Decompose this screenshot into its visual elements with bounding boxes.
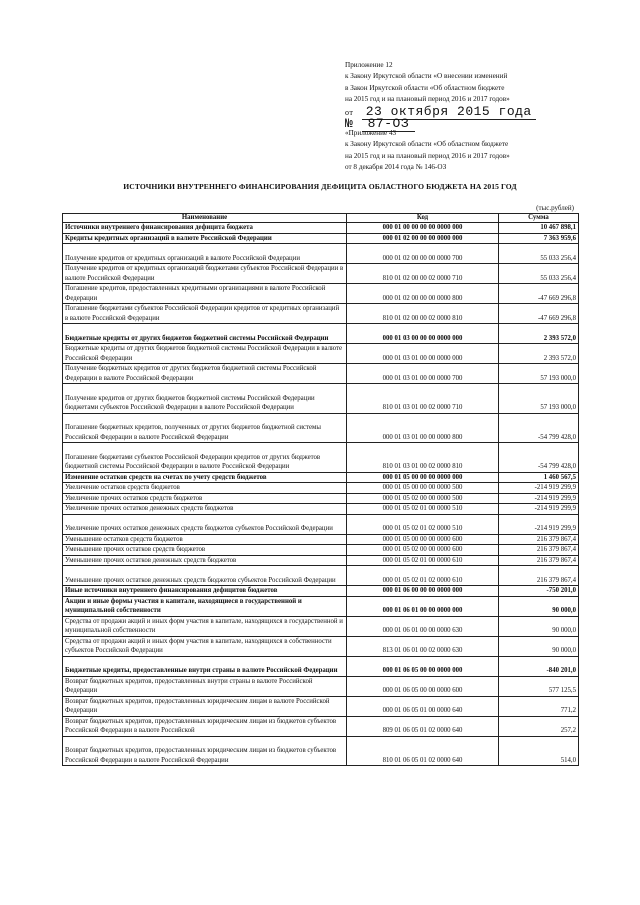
cell-sum: 216 379 867,4 [499, 545, 579, 556]
cell-code: 809 01 06 05 01 02 0000 640 [347, 716, 499, 736]
table-row [63, 304, 579, 324]
table-row [63, 676, 579, 696]
cell-sum: -54 799 428,0 [499, 413, 579, 443]
cell-code: 813 01 06 01 00 02 0000 630 [347, 636, 499, 656]
cell-sum: 10 467 898,1 [499, 223, 579, 234]
table-row [63, 443, 579, 473]
cell-code: 000 01 00 00 00 00 0000 000 [347, 223, 499, 234]
cell-name: Получение бюджетных кредитов от других бюджетов бюджетной системы Российской Федерации в валюте Российской Федерации [63, 364, 347, 384]
table-body [63, 223, 579, 766]
cell-sum: 57 193 000,0 [499, 384, 579, 414]
cell-name: Погашение бюджетных кредитов, полученных от других бюджетов бюджетной системы Российской Федерации в валюте Российской Федерации [63, 413, 347, 443]
cell-name: Уменьшение прочих остатков денежных средств бюджетов [63, 555, 347, 566]
units-label: (тыс.рублей) [536, 204, 574, 212]
cell-code: 000 01 05 02 00 00 0000 600 [347, 545, 499, 556]
cell-sum: -214 919 299,9 [499, 493, 579, 504]
date-prefix: от [345, 108, 354, 117]
cell-code: 810 01 03 01 00 02 0000 710 [347, 384, 499, 414]
appendix-header-previous [345, 128, 585, 174]
cell-name: Кредиты кредитных организаций в валюте Российской Федерации [63, 233, 347, 244]
number-prefix: № [345, 116, 354, 131]
cell-code: 810 01 02 00 00 02 0000 710 [347, 264, 499, 284]
cell-code: 000 01 02 00 00 00 0000 000 [347, 233, 499, 244]
cell-name: Средства от продажи акций и иных форм участия в капитале, находящихся в собственности субъектов Российской Федерации [63, 636, 347, 656]
cell-name: Уменьшение остатков средств бюджетов [63, 534, 347, 545]
table-row [63, 545, 579, 556]
cell-name: Увеличение остатков средств бюджетов [63, 483, 347, 494]
cell-sum: 216 379 867,4 [499, 566, 579, 586]
cell-name: Увеличение прочих остатков денежных средств бюджетов [63, 504, 347, 515]
cell-sum: 90 000,0 [499, 596, 579, 616]
table-row [63, 384, 579, 414]
cell-name: Возврат бюджетных кредитов, предоставленных внутри страны в валюте Российской Федерации [63, 676, 347, 696]
table-row [63, 244, 579, 264]
table-row [63, 636, 579, 656]
cell-name: Возврат бюджетных кредитов, предоставленных юридическим лицам из бюджетов субъектов Российской Федерации в валюте Российской Федерации [63, 736, 347, 766]
cell-code: 000 01 06 05 00 00 0000 600 [347, 676, 499, 696]
cell-name: Увеличение прочих остатков средств бюджетов [63, 493, 347, 504]
table-row [63, 413, 579, 443]
cell-sum: -840 201,0 [499, 656, 579, 676]
cell-code: 000 01 02 00 00 00 0000 800 [347, 284, 499, 304]
cell-sum: 55 033 256,4 [499, 244, 579, 264]
table-row [63, 555, 579, 566]
cell-sum: 1 460 567,5 [499, 472, 579, 483]
cell-sum: 257,2 [499, 716, 579, 736]
cell-sum: -47 669 296,8 [499, 284, 579, 304]
document-title: ИСТОЧНИКИ ВНУТРЕННЕГО ФИНАНСИРОВАНИЯ ДЕФИЦИТА ОБЛАСТНОГО БЮДЖЕТА НА 2015 ГОД [123, 182, 517, 191]
cell-name: Погашение бюджетами субъектов Российской Федерации кредитов от кредитных организаций в валюте Российской Федерации [63, 304, 347, 324]
cell-code: 000 01 05 02 01 00 0000 610 [347, 555, 499, 566]
cell-name: Бюджетные кредиты от других бюджетов бюджетной системы Российской Федерации [63, 324, 347, 344]
table-row [63, 696, 579, 716]
header-line: в Закон Иркутской области «Об областном бюджете [345, 83, 505, 92]
cell-sum: -47 669 296,8 [499, 304, 579, 324]
cell-sum: 55 033 256,4 [499, 264, 579, 284]
cell-sum: 2 393 572,0 [499, 344, 579, 364]
cell-name: Бюджетные кредиты, предоставленные внутри страны в валюте Российской Федерации [63, 656, 347, 676]
cell-code: 000 01 05 00 00 00 0000 600 [347, 534, 499, 545]
table-row [63, 483, 579, 494]
cell-code: 000 01 06 05 01 00 0000 640 [347, 696, 499, 716]
cell-name: Получение кредитов от кредитных организаций в валюте Российской Федерации [63, 244, 347, 264]
table-row [63, 534, 579, 545]
cell-sum: -214 919 299,9 [499, 504, 579, 515]
cell-sum: 577 125,5 [499, 676, 579, 696]
cell-name: Изменение остатков средств на счетах по учету средств бюджетов [63, 472, 347, 483]
cell-name: Акции и иные формы участия в капитале, находящиеся в государственной и муниципальной собственности [63, 596, 347, 616]
cell-name: Бюджетные кредиты от других бюджетов бюджетной системы Российской Федерации в валюте Российской Федерации [63, 344, 347, 364]
column-header-name: Наименование [63, 214, 347, 223]
cell-code: 000 01 06 05 00 00 0000 000 [347, 656, 499, 676]
table-row [63, 284, 579, 304]
cell-name: Иные источники внутреннего финансирования дефицитов бюджетов [63, 586, 347, 597]
law-date: 23 октября 2015 года [362, 104, 536, 120]
table-row [63, 324, 579, 344]
table-row [63, 493, 579, 504]
cell-code: 000 01 06 01 00 00 0000 630 [347, 616, 499, 636]
cell-name: Источники внутреннего финансирования дефицита бюджета [63, 223, 347, 234]
cell-code: 000 01 03 00 00 00 0000 000 [347, 324, 499, 344]
table-row [63, 716, 579, 736]
cell-code: 000 01 05 02 01 02 0000 510 [347, 514, 499, 534]
cell-name: Средства от продажи акций и иных форм участия в капитале, находящихся в государственной и муниципальной собственности [63, 616, 347, 636]
column-header-sum: Сумма [499, 214, 579, 223]
cell-name: Получение кредитов от кредитных организаций бюджетами субъектов Российской Федерации в валюте Российской Федерации [63, 264, 347, 284]
cell-name: Уменьшение прочих остатков денежных средств бюджетов субъектов Российской Федерации [63, 566, 347, 586]
cell-code: 000 01 05 02 01 02 0000 610 [347, 566, 499, 586]
table-row [63, 223, 579, 234]
cell-sum: 90 000,0 [499, 616, 579, 636]
table-row [63, 586, 579, 597]
law-number: 87-ОЗ [362, 116, 416, 132]
cell-name: Возврат бюджетных кредитов, предоставленных юридическим лицам из бюджетов субъектов Российской Федерации в валюте Российской [63, 716, 347, 736]
table-row [63, 472, 579, 483]
cell-code: 000 01 03 01 00 00 0000 000 [347, 344, 499, 364]
header-line: на 2015 год и на плановый период 2016 и 2017 годов» [345, 95, 510, 104]
cell-sum: 7 363 959,6 [499, 233, 579, 244]
cell-name: Погашение кредитов, предоставленных кредитными организациями в валюте Российской Федерации [63, 284, 347, 304]
cell-code: 000 01 05 00 00 00 0000 000 [347, 472, 499, 483]
financing-sources-table [62, 213, 579, 766]
cell-name: Получение кредитов от других бюджетов бюджетной системы Российской Федерации бюджетами субъектов Российской Федерации в валюте Российской Федерации [63, 384, 347, 414]
cell-sum: 216 379 867,4 [499, 555, 579, 566]
cell-code: 000 01 05 02 01 00 0000 510 [347, 504, 499, 515]
cell-sum: 216 379 867,4 [499, 534, 579, 545]
cell-sum: -214 919 299,9 [499, 514, 579, 534]
cell-sum: 771,2 [499, 696, 579, 716]
cell-code: 000 01 06 00 00 00 0000 000 [347, 586, 499, 597]
cell-sum: -54 799 428,0 [499, 443, 579, 473]
cell-sum: 57 193 000,0 [499, 364, 579, 384]
table-row [63, 364, 579, 384]
cell-sum: 90 000,0 [499, 636, 579, 656]
cell-code: 000 01 05 02 00 00 0000 500 [347, 493, 499, 504]
header-line: к Закону Иркутской области «Об областном бюджете [345, 140, 509, 149]
cell-code: 000 01 03 01 00 00 0000 800 [347, 413, 499, 443]
cell-sum: -750 201,0 [499, 586, 579, 597]
table-row [63, 616, 579, 636]
cell-code: 810 01 02 00 00 02 0000 810 [347, 304, 499, 324]
header-line: «Приложение 43 [345, 129, 397, 137]
cell-sum: -214 919 299,9 [499, 483, 579, 494]
header-line: на 2015 год и на плановый период 2016 и 2017 годов» [345, 151, 510, 160]
table-row [63, 596, 579, 616]
table-row [63, 656, 579, 676]
cell-sum: 2 393 572,0 [499, 324, 579, 344]
table-row [63, 736, 579, 766]
cell-name: Погашение бюджетами субъектов Российской Федерации кредитов от других бюджетов бюджетной системы Российской Федерации в валюте Российской Федерации [63, 443, 347, 473]
cell-sum: 514,0 [499, 736, 579, 766]
table-header-row [63, 214, 579, 223]
column-header-code: Код [347, 214, 499, 223]
table-row [63, 566, 579, 586]
appendix-header [345, 60, 585, 106]
cell-code: 000 01 03 01 00 00 0000 700 [347, 364, 499, 384]
table-row [63, 514, 579, 534]
cell-code: 000 01 06 01 00 00 0000 000 [347, 596, 499, 616]
cell-name: Увеличение прочих остатков денежных средств бюджетов субъектов Российской Федерации [63, 514, 347, 534]
cell-code: 810 01 03 01 00 02 0000 810 [347, 443, 499, 473]
table-row [63, 264, 579, 284]
table-row [63, 504, 579, 515]
header-line: к Закону Иркутской области «О внесении изменений [345, 72, 508, 81]
table-row [63, 344, 579, 364]
cell-code: 000 01 02 00 00 00 0000 700 [347, 244, 499, 264]
cell-code: 000 01 05 00 00 00 0000 500 [347, 483, 499, 494]
cell-name: Уменьшение прочих остатков средств бюджетов [63, 545, 347, 556]
cell-code: 810 01 06 05 01 02 0000 640 [347, 736, 499, 766]
header-line: от 8 декабря 2014 года № 146-ОЗ [345, 163, 447, 172]
header-line: Приложение 12 [345, 61, 393, 69]
cell-name: Возврат бюджетных кредитов, предоставленных юридическим лицам в валюте Российской Федерации [63, 696, 347, 716]
table-row [63, 233, 579, 244]
